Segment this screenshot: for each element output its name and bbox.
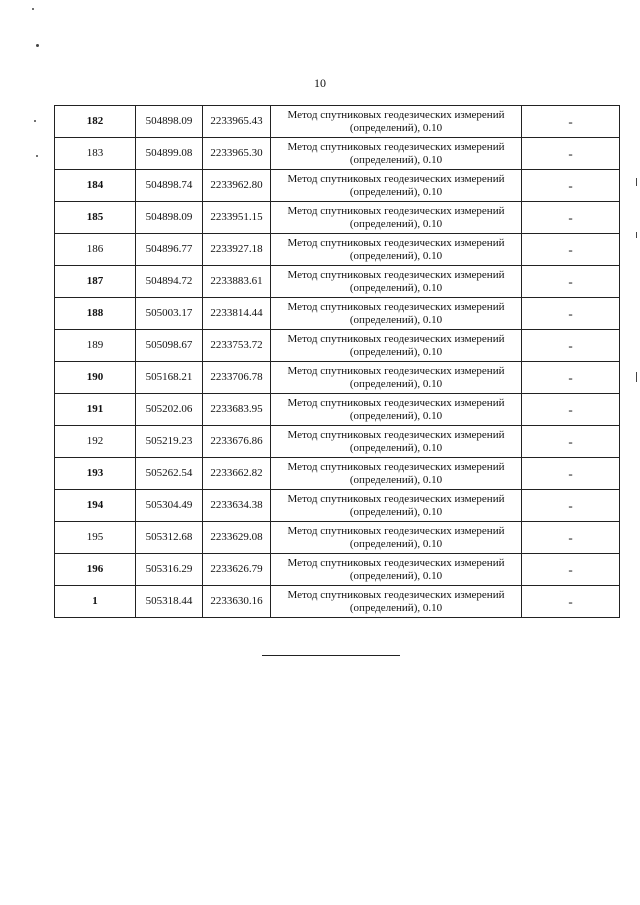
point-number-cell: 194	[55, 490, 136, 522]
coordinate-x-cell: 505262.54	[136, 458, 203, 490]
table-row	[55, 394, 620, 426]
coordinate-y-cell: 2233965.43	[203, 106, 271, 138]
description-cell: -	[522, 426, 620, 458]
description-cell: -	[522, 138, 620, 170]
scan-speck	[636, 232, 637, 238]
coordinate-x-cell: 504898.74	[136, 170, 203, 202]
point-number-cell: 184	[55, 170, 136, 202]
method-accuracy-cell: Метод спутниковых геодезических измерений (определений), 0.10	[271, 522, 522, 554]
method-accuracy-cell: Метод спутниковых геодезических измерений (определений), 0.10	[271, 266, 522, 298]
method-accuracy-cell: Метод спутниковых геодезических измерений (определений), 0.10	[271, 106, 522, 138]
page-number: 10	[314, 76, 326, 90]
table-row	[55, 586, 620, 618]
coordinate-x-cell: 504898.09	[136, 106, 203, 138]
description-cell: -	[522, 170, 620, 202]
coordinate-y-cell: 2233814.44	[203, 298, 271, 330]
description-cell: -	[522, 234, 620, 266]
table-row	[55, 138, 620, 170]
point-number-cell: 195	[55, 522, 136, 554]
table-row	[55, 170, 620, 202]
point-number-cell: 186	[55, 234, 136, 266]
point-number-cell: 190	[55, 362, 136, 394]
method-accuracy-cell: Метод спутниковых геодезических измерений (определений), 0.10	[271, 138, 522, 170]
coordinate-y-cell: 2233965.30	[203, 138, 271, 170]
coordinate-x-cell: 504896.77	[136, 234, 203, 266]
coordinate-y-cell: 2233626.79	[203, 554, 271, 586]
coordinate-x-cell: 504898.09	[136, 202, 203, 234]
coordinate-y-cell: 2233962.80	[203, 170, 271, 202]
coordinate-x-cell: 505003.17	[136, 298, 203, 330]
method-accuracy-cell: Метод спутниковых геодезических измерений (определений), 0.10	[271, 234, 522, 266]
coordinate-y-cell: 2233662.82	[203, 458, 271, 490]
coordinate-x-cell: 505304.49	[136, 490, 203, 522]
coordinates-table-body	[55, 106, 620, 618]
coordinate-x-cell: 504894.72	[136, 266, 203, 298]
description-cell: -	[522, 298, 620, 330]
table-row	[55, 202, 620, 234]
description-cell: -	[522, 394, 620, 426]
coordinate-y-cell: 2233634.38	[203, 490, 271, 522]
method-accuracy-cell: Метод спутниковых геодезических измерений (определений), 0.10	[271, 490, 522, 522]
description-cell: -	[522, 458, 620, 490]
method-accuracy-cell: Метод спутниковых геодезических измерений (определений), 0.10	[271, 202, 522, 234]
table-row	[55, 362, 620, 394]
point-number-cell: 187	[55, 266, 136, 298]
point-number-cell: 189	[55, 330, 136, 362]
description-cell: -	[522, 202, 620, 234]
coordinate-y-cell: 2233676.86	[203, 426, 271, 458]
scan-speck	[32, 8, 34, 10]
table-row	[55, 234, 620, 266]
scan-speck	[36, 44, 39, 47]
method-accuracy-cell: Метод спутниковых геодезических измерений (определений), 0.10	[271, 330, 522, 362]
point-number-cell: 193	[55, 458, 136, 490]
coordinate-y-cell: 2233629.08	[203, 522, 271, 554]
point-number-cell: 183	[55, 138, 136, 170]
coordinate-y-cell: 2233683.95	[203, 394, 271, 426]
description-cell: -	[522, 586, 620, 618]
method-accuracy-cell: Метод спутниковых геодезических измерений (определений), 0.10	[271, 394, 522, 426]
description-cell: -	[522, 266, 620, 298]
description-cell: -	[522, 522, 620, 554]
coordinates-table	[54, 105, 620, 618]
coordinate-x-cell: 505318.44	[136, 586, 203, 618]
table-row	[55, 458, 620, 490]
coordinate-x-cell: 505098.67	[136, 330, 203, 362]
method-accuracy-cell: Метод спутниковых геодезических измерений (определений), 0.10	[271, 362, 522, 394]
table-row	[55, 266, 620, 298]
scan-speck	[636, 178, 637, 186]
coordinate-x-cell: 505202.06	[136, 394, 203, 426]
method-accuracy-cell: Метод спутниковых геодезических измерений (определений), 0.10	[271, 586, 522, 618]
coordinate-y-cell: 2233706.78	[203, 362, 271, 394]
description-cell: -	[522, 490, 620, 522]
point-number-cell: 1	[55, 586, 136, 618]
coordinate-y-cell: 2233951.15	[203, 202, 271, 234]
description-cell: -	[522, 554, 620, 586]
method-accuracy-cell: Метод спутниковых геодезических измерений (определений), 0.10	[271, 554, 522, 586]
point-number-cell: 188	[55, 298, 136, 330]
point-number-cell: 191	[55, 394, 136, 426]
point-number-cell: 182	[55, 106, 136, 138]
coordinate-y-cell: 2233883.61	[203, 266, 271, 298]
table-row	[55, 554, 620, 586]
point-number-cell: 185	[55, 202, 136, 234]
end-of-table-rule	[262, 655, 400, 656]
table-row	[55, 490, 620, 522]
scan-speck	[34, 120, 36, 122]
table-row	[55, 426, 620, 458]
coordinate-x-cell: 505316.29	[136, 554, 203, 586]
scan-speck	[36, 155, 38, 157]
description-cell: -	[522, 330, 620, 362]
scan-speck	[636, 372, 637, 382]
coordinate-y-cell: 2233630.16	[203, 586, 271, 618]
method-accuracy-cell: Метод спутниковых геодезических измерений (определений), 0.10	[271, 298, 522, 330]
coordinate-y-cell: 2233927.18	[203, 234, 271, 266]
point-number-cell: 196	[55, 554, 136, 586]
coordinate-x-cell: 504899.08	[136, 138, 203, 170]
table-row	[55, 522, 620, 554]
point-number-cell: 192	[55, 426, 136, 458]
table-row	[55, 298, 620, 330]
table-row	[55, 106, 620, 138]
method-accuracy-cell: Метод спутниковых геодезических измерений (определений), 0.10	[271, 458, 522, 490]
coordinate-x-cell: 505219.23	[136, 426, 203, 458]
coordinate-x-cell: 505168.21	[136, 362, 203, 394]
description-cell: -	[522, 362, 620, 394]
method-accuracy-cell: Метод спутниковых геодезических измерений (определений), 0.10	[271, 170, 522, 202]
method-accuracy-cell: Метод спутниковых геодезических измерений (определений), 0.10	[271, 426, 522, 458]
coordinate-x-cell: 505312.68	[136, 522, 203, 554]
table-row	[55, 330, 620, 362]
coordinate-y-cell: 2233753.72	[203, 330, 271, 362]
description-cell: -	[522, 106, 620, 138]
